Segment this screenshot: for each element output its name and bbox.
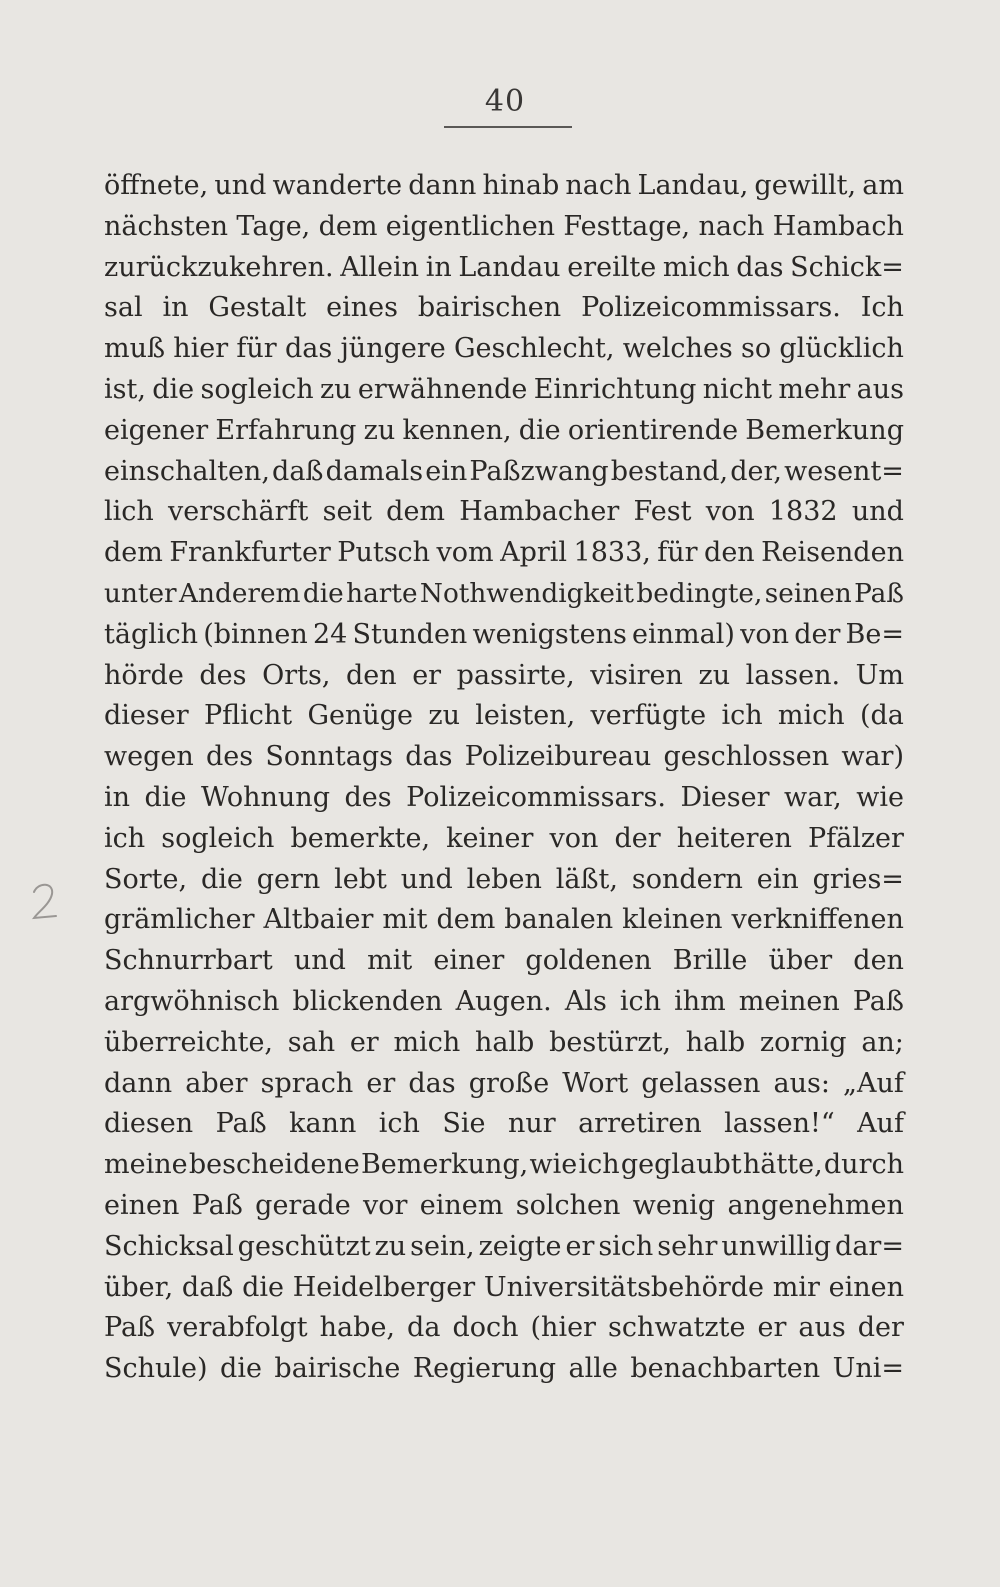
text-line: argwöhnisch blickenden Augen. Als ich ihm meinen Paß — [104, 985, 904, 1017]
text-line: öffnete, und wanderte dann hinab nach Landau, gewillt, am — [104, 170, 904, 201]
text-line: nächsten Tage, dem eigentlichen Festtage, nach Hambach — [104, 210, 904, 242]
text-line: Schnurrbart und mit einer goldenen Brille über den — [104, 945, 904, 977]
text-line: Schule) die bairische Regierung alle benachbarten Uni= — [104, 1353, 904, 1385]
text-line: über, daß die Heidelberger Universitätsbehörde mir einen — [104, 1271, 904, 1303]
text-line: hörde des Orts, den er passirte, visiren zu lassen. Um — [104, 659, 904, 691]
margin-pencil-mark — [28, 876, 68, 926]
text-line: einschalten, daß damals ein Paßzwang bestand, der, wesent= — [104, 455, 904, 487]
page-number: 40 — [484, 84, 526, 119]
text-line: muß hier für das jüngere Geschlecht, welches so glücklich — [104, 333, 904, 365]
body-text — [104, 166, 904, 1390]
text-line: unter Anderem die harte Nothwendigkeit bedingte, seinen Paß — [104, 578, 904, 609]
text-line: täglich (binnen 24 Stunden wenigstens einmal) von der Be= — [104, 618, 904, 650]
text-line: einen Paß gerade vor einem solchen wenig angenehmen — [104, 1189, 904, 1221]
text-line: diesen Paß kann ich Sie nur arretiren lassen!“ Auf — [104, 1108, 904, 1140]
text-line: lich verschärft seit dem Hambacher Fest von 1832 und — [104, 496, 904, 528]
text-line: zurückzukehren. Allein in Landau ereilte mich das Schick= — [104, 251, 904, 283]
text-line: Schicksal geschützt zu sein, zeigte er sich sehr unwillig dar= — [104, 1230, 904, 1262]
text-line: überreichte, sah er mich halb bestürzt, halb zornig an; — [104, 1026, 904, 1058]
text-line: ist, die sogleich zu erwähnende Einrichtung nicht mehr aus — [104, 373, 904, 405]
text-line: sal in Gestalt eines bairischen Polizeicommissars. Ich — [104, 292, 904, 324]
text-line: dem Frankfurter Putsch vom April 1833, für den Reisenden — [104, 537, 904, 569]
text-line: meine bescheidene Bemerkung, wie ich geglaubt hätte, durch — [104, 1149, 904, 1181]
text-line: Paß verabfolgt habe, da doch (hier schwatzte er aus der — [104, 1312, 904, 1344]
text-line: eigener Erfahrung zu kennen, die orientirende Bemerkung — [104, 414, 904, 446]
text-line: dieser Pflicht Genüge zu leisten, verfügte ich mich (da — [104, 700, 904, 732]
header-rule — [444, 126, 572, 128]
text-line: in die Wohnung des Polizeicommissars. Dieser war, wie — [104, 781, 904, 813]
text-line: dann aber sprach er das große Wort gelassen aus: „Auf — [104, 1067, 904, 1099]
text-line: ich sogleich bemerkte, keiner von der heiteren Pfälzer — [104, 822, 904, 854]
text-line: grämlicher Altbaier mit dem banalen kleinen verkniffenen — [104, 904, 904, 936]
text-line: wegen des Sonntags das Polizeibureau geschlossen war) — [104, 741, 904, 773]
text-line: Sorte, die gern lebt und leben läßt, sondern ein gries= — [104, 863, 904, 895]
